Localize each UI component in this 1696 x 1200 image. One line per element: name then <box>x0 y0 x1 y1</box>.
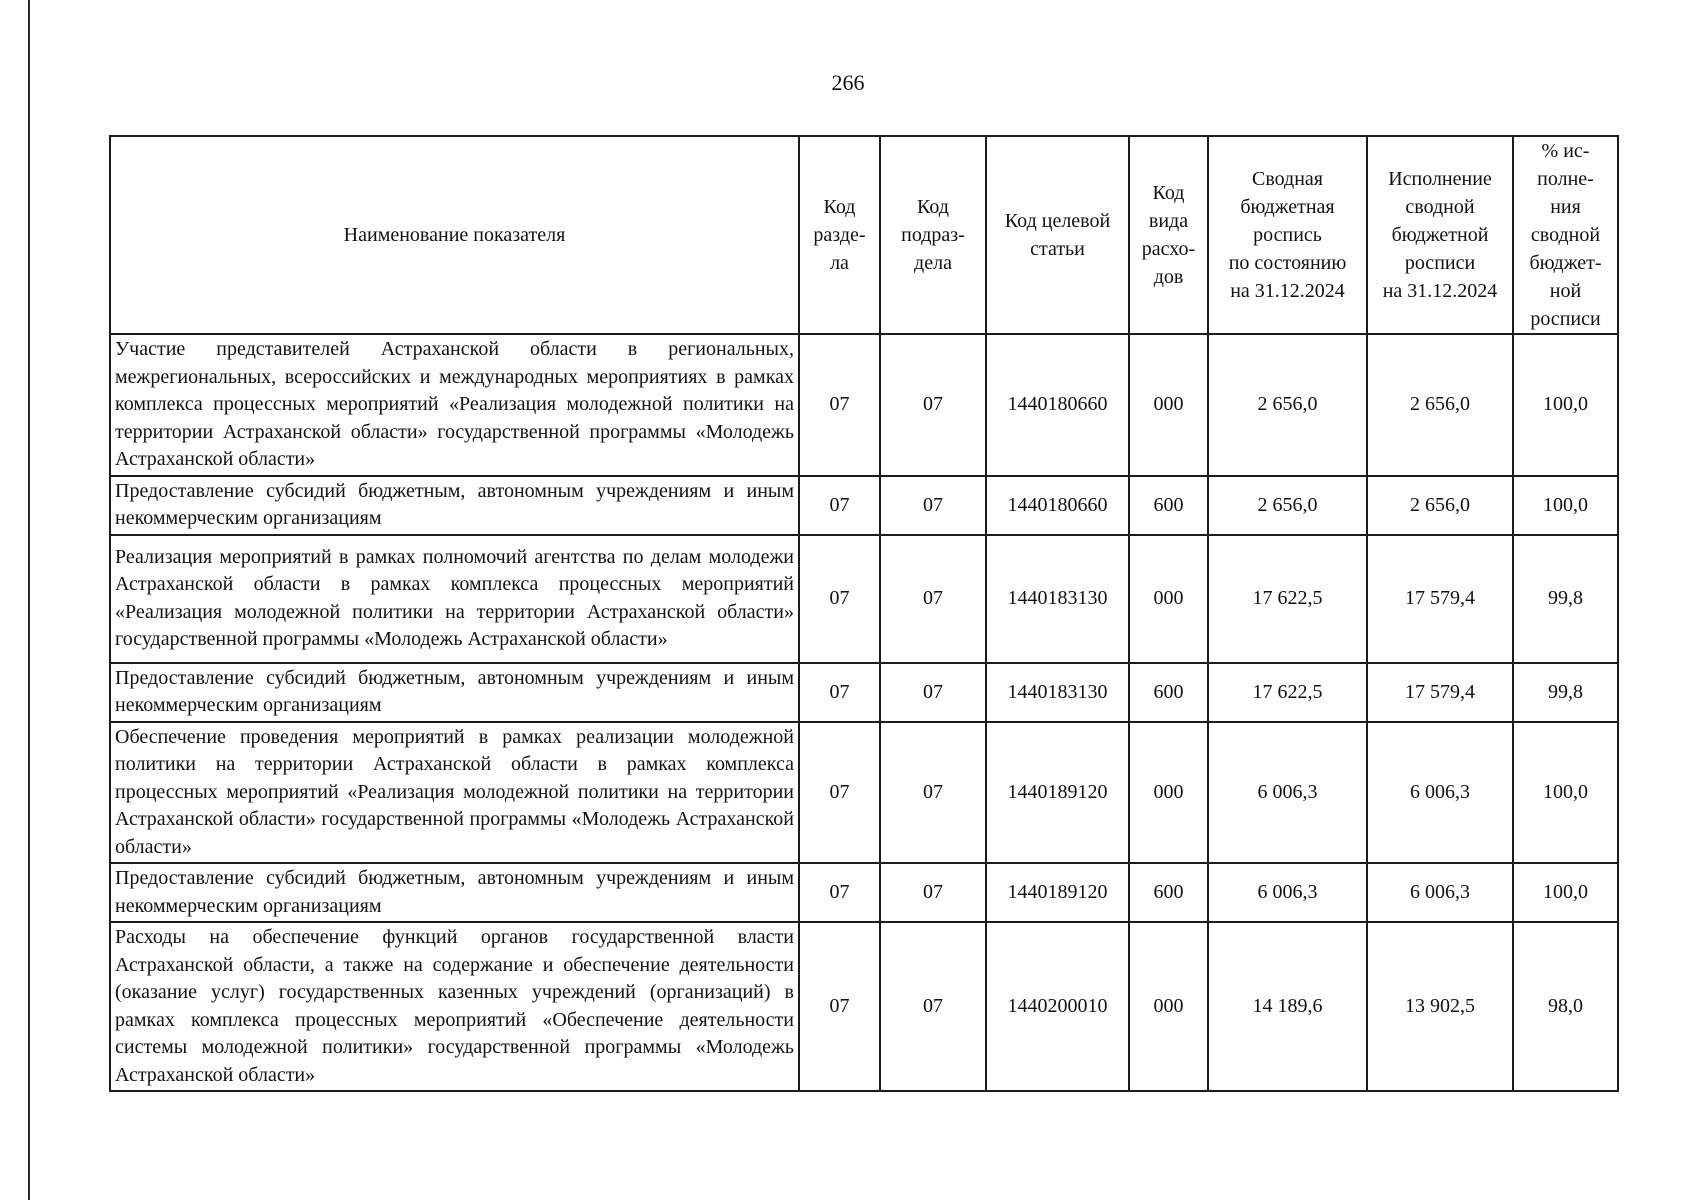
row-execution-percent: 100,0 <box>1513 863 1618 922</box>
row-section-code: 07 <box>799 863 880 922</box>
table-row <box>110 476 1618 535</box>
row-expense-type-code: 600 <box>1129 863 1208 922</box>
row-section-code: 07 <box>799 334 880 476</box>
table-row <box>110 535 1618 663</box>
row-executed-amount: 2 656,0 <box>1367 334 1513 476</box>
row-executed-amount: 2 656,0 <box>1367 476 1513 535</box>
row-target-code: 1440200010 <box>986 922 1129 1091</box>
header-execution-percent: % ис- полне- ния сводной бюджет- ной росписи <box>1513 136 1618 334</box>
row-target-code: 1440189120 <box>986 863 1129 922</box>
row-expense-type-code: 000 <box>1129 922 1208 1091</box>
row-target-code: 1440183130 <box>986 535 1129 663</box>
row-target-code: 1440183130 <box>986 663 1129 722</box>
row-indicator-name: Участие представителей Астраханской области в региональных, межрегиональных, всероссийских и международных мероприятиях в рамках комплекса процессных мероприятий «Реализация молодежной политики на территории Астраханской области» государственной программы «Молодежь Астраханской области» <box>110 334 799 476</box>
header-subsection-code: Код подраз- дела <box>880 136 986 334</box>
row-planned-amount: 2 656,0 <box>1208 334 1367 476</box>
row-indicator-name: Предоставление субсидий бюджетным, автономным учреждениям и иным некоммерческим организациям <box>110 663 799 722</box>
row-executed-amount: 6 006,3 <box>1367 722 1513 864</box>
table-row <box>110 722 1618 864</box>
row-subsection-code: 07 <box>880 922 986 1091</box>
page-number: 266 <box>831 70 865 95</box>
row-execution-percent: 98,0 <box>1513 922 1618 1091</box>
table-row <box>110 663 1618 722</box>
table-row <box>110 922 1618 1091</box>
row-execution-percent: 100,0 <box>1513 334 1618 476</box>
row-planned-amount: 17 622,5 <box>1208 663 1367 722</box>
row-planned-amount: 17 622,5 <box>1208 535 1367 663</box>
row-indicator-name: Обеспечение проведения мероприятий в рамках реализации молодежной политики на территории Астраханской области в рамках комплекса процессных мероприятий «Реализация молодежной политики на территории Астраханской области» государственной программы «Молодежь Астраханской области» <box>110 722 799 864</box>
row-section-code: 07 <box>799 476 880 535</box>
row-planned-amount: 2 656,0 <box>1208 476 1367 535</box>
header-planned-budget: Сводная бюджетная роспись по состоянию на 31.12.2024 <box>1208 136 1367 334</box>
row-target-code: 1440180660 <box>986 334 1129 476</box>
table-row <box>110 863 1618 922</box>
row-executed-amount: 13 902,5 <box>1367 922 1513 1091</box>
row-indicator-name: Предоставление субсидий бюджетным, автономным учреждениям и иным некоммерческим организациям <box>110 863 799 922</box>
row-subsection-code: 07 <box>880 722 986 864</box>
row-subsection-code: 07 <box>880 476 986 535</box>
row-indicator-name: Предоставление субсидий бюджетным, автономным учреждениям и иным некоммерческим организациям <box>110 476 799 535</box>
row-section-code: 07 <box>799 663 880 722</box>
row-section-code: 07 <box>799 922 880 1091</box>
row-subsection-code: 07 <box>880 863 986 922</box>
table-body <box>110 334 1618 1091</box>
row-planned-amount: 14 189,6 <box>1208 922 1367 1091</box>
row-target-code: 1440189120 <box>986 722 1129 864</box>
row-subsection-code: 07 <box>880 535 986 663</box>
header-expense-type-code: Код вида расхо- дов <box>1129 136 1208 334</box>
row-expense-type-code: 000 <box>1129 722 1208 864</box>
row-execution-percent: 99,8 <box>1513 535 1618 663</box>
row-expense-type-code: 600 <box>1129 476 1208 535</box>
row-indicator-name: Реализация мероприятий в рамках полномочий агентства по делам молодежи Астраханской области в рамках комплекса процессных мероприятий «Реализация молодежной политики на территории Астраханской области» государственной программы «Молодежь Астраханской области» <box>110 535 799 663</box>
scan-edge-line <box>28 0 30 1200</box>
row-execution-percent: 99,8 <box>1513 663 1618 722</box>
row-subsection-code: 07 <box>880 663 986 722</box>
row-subsection-code: 07 <box>880 334 986 476</box>
row-execution-percent: 100,0 <box>1513 476 1618 535</box>
row-expense-type-code: 000 <box>1129 535 1208 663</box>
header-execution: Исполнение сводной бюджетной росписи на 31.12.2024 <box>1367 136 1513 334</box>
row-section-code: 07 <box>799 722 880 864</box>
table-row <box>110 334 1618 476</box>
row-target-code: 1440180660 <box>986 476 1129 535</box>
row-executed-amount: 17 579,4 <box>1367 535 1513 663</box>
table-header-row <box>110 136 1618 334</box>
row-expense-type-code: 000 <box>1129 334 1208 476</box>
header-target-code: Код целевой статьи <box>986 136 1129 334</box>
row-planned-amount: 6 006,3 <box>1208 863 1367 922</box>
row-section-code: 07 <box>799 535 880 663</box>
row-expense-type-code: 600 <box>1129 663 1208 722</box>
row-execution-percent: 100,0 <box>1513 722 1618 864</box>
header-section-code: Код разде- ла <box>799 136 880 334</box>
row-executed-amount: 6 006,3 <box>1367 863 1513 922</box>
row-executed-amount: 17 579,4 <box>1367 663 1513 722</box>
budget-execution-table <box>109 135 1619 1092</box>
row-indicator-name: Расходы на обеспечение функций органов государственной власти Астраханской области, а также на содержание и обеспечение деятельности (оказание услуг) государственных казенных учреждений (организаций) в рамках комплекса процессных мероприятий «Обеспечение деятельности системы молодежной политики» государственной программы «Молодежь Астраханской области» <box>110 922 799 1091</box>
header-indicator-name: Наименование показателя <box>110 136 799 334</box>
row-planned-amount: 6 006,3 <box>1208 722 1367 864</box>
